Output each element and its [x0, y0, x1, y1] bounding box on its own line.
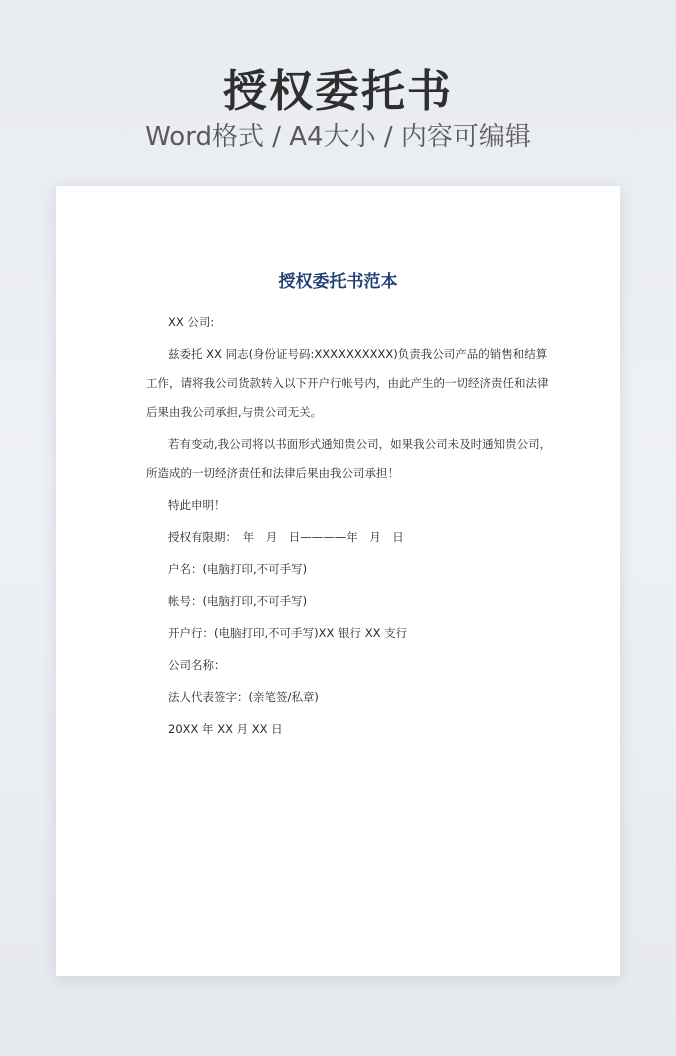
paragraph-1-line-3: 后果由我公司承担,与贵公司无关。: [146, 405, 323, 419]
date-line: 20XX 年 XX 月 XX 日: [168, 722, 283, 736]
document-page: [56, 186, 620, 976]
validity-period-line: 授权有限期： 年 月 日————年 月 日: [168, 530, 404, 544]
account-number-line: 帐号：(电脑打印,不可手写): [168, 594, 308, 608]
paragraph-2-line-2: 所造成的一切经济责任和法律后果由我公司承担！: [146, 466, 399, 480]
signature-line: 法人代表签字：(亲笔签/私章): [168, 690, 319, 704]
declaration-line: 特此申明！: [168, 498, 226, 512]
account-name-line: 户名：(电脑打印,不可手写): [168, 562, 308, 576]
page-subtitle: Word格式 / A4大小 / 内容可编辑: [145, 122, 531, 152]
paragraph-2-line-1: 若有变动,我公司将以书面形式通知贵公司，如果我公司未及时通知贵公司，: [168, 437, 552, 451]
document-title: 授权委托书范本: [278, 272, 398, 292]
paragraph-1-line-2: 工作，请将我公司货款转入以下开户行帐号内，由此产生的一切经济责任和法律: [146, 376, 549, 390]
paragraph-1-line-1: 兹委托 XX 同志(身份证号码:XXXXXXXXXX)负责我公司产品的销售和结算: [168, 347, 548, 361]
bank-line: 开户行：(电脑打印,不可手写)XX 银行 XX 支行: [168, 626, 408, 640]
company-name-line: 公司名称：: [168, 658, 226, 672]
page-title: 授权委托书: [223, 66, 453, 117]
addressee-line: XX 公司:: [168, 315, 215, 329]
